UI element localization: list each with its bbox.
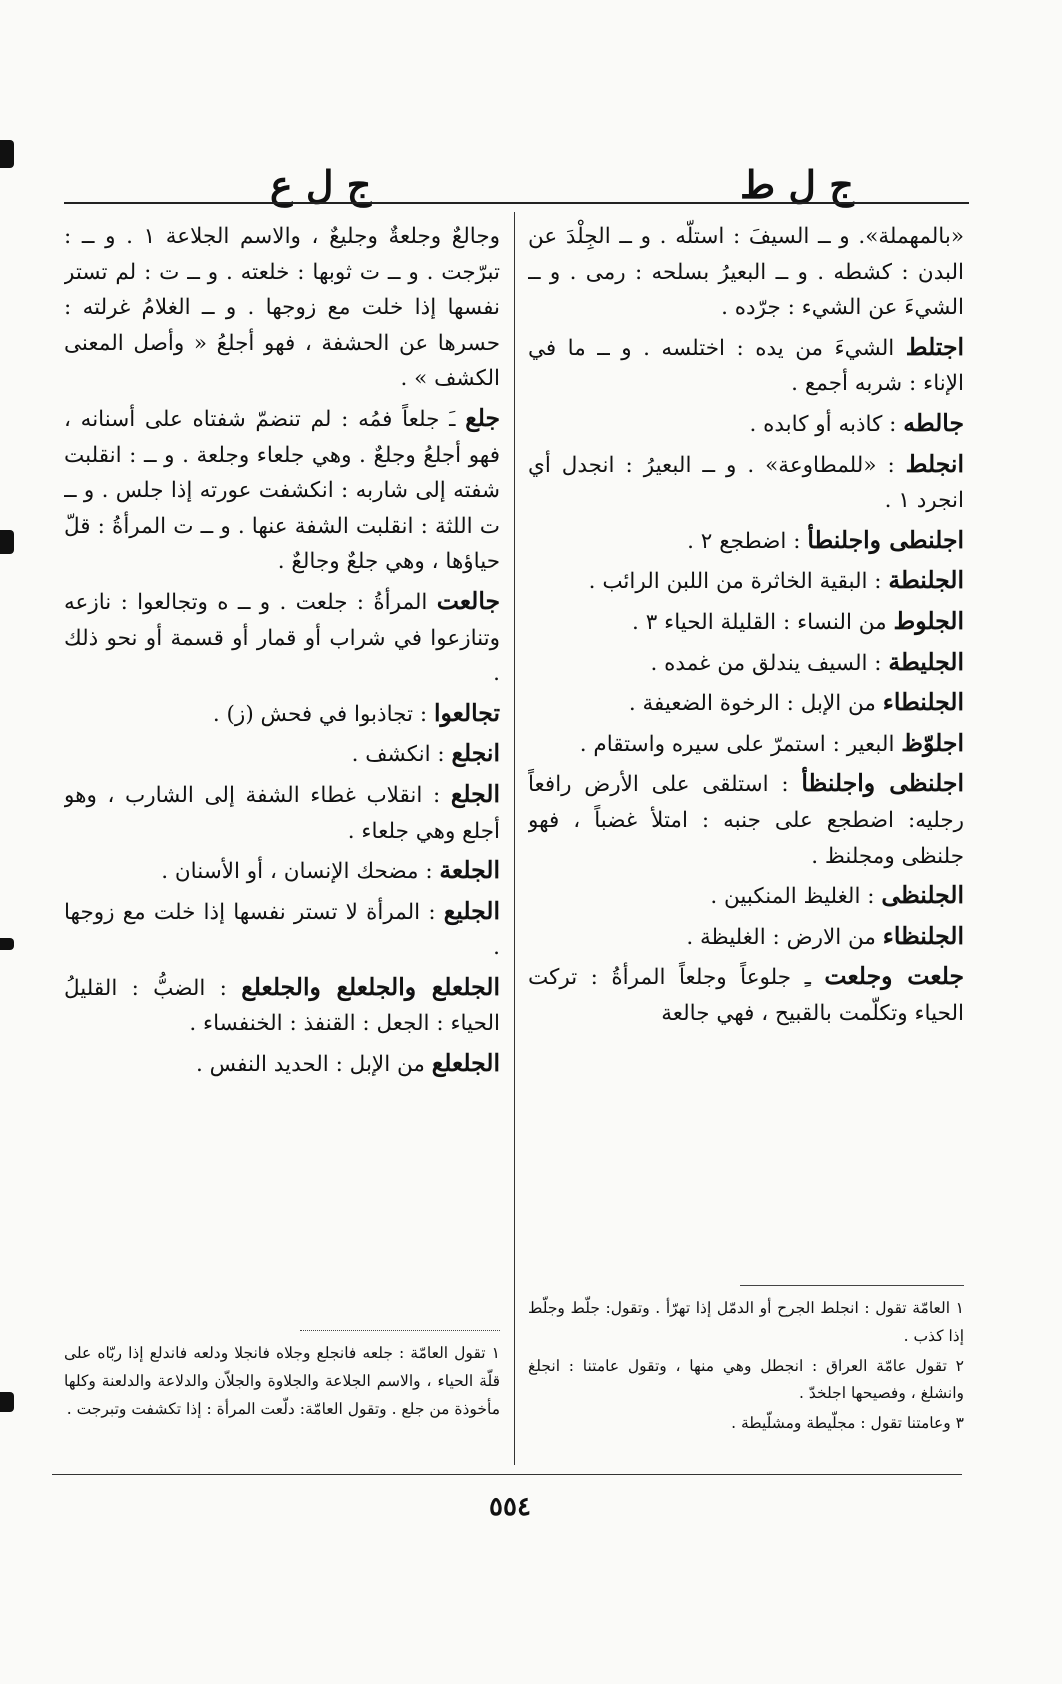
- entry: [528, 563, 964, 600]
- entry-headword: الجلعة: [439, 856, 500, 885]
- entry-headword: الجليطة: [888, 647, 964, 676]
- entry-text: : اضطجع ٢ .: [687, 528, 801, 554]
- footnotes-left: [64, 1340, 500, 1464]
- entry-headword: الجلنطاء: [882, 688, 964, 717]
- entry-text: : تجاذبوا في فحش (ز) .: [212, 701, 428, 727]
- entry: [64, 853, 500, 890]
- entry-headword: جلعت وجلعت: [824, 962, 964, 991]
- entry: [528, 218, 964, 326]
- entry-headword: الجلعلع: [431, 1049, 500, 1078]
- entry-text: ـَ جلعاً فمُه : لم تنضمّ شفتاه على أسنانه ، فهو أجلعُ وجلعٌ . وهي جلعاء وجلعة . و ــ : انقلبت شفته إلى شاربه : انكشفت عورته إذا جلس . و ــ ت اللثة : انقلبت الشفة عنها . و ــ ت المرأةُ : قلّ حياؤها ، وهي جلعٌ وجالعٌ .: [64, 406, 500, 575]
- entry-headword: جالعت: [436, 586, 500, 615]
- scan-edge-mark: [0, 530, 14, 554]
- entry-headword: اجلنظى واجلنظأ: [801, 769, 964, 798]
- entry-headword: تجالعوا: [433, 698, 500, 727]
- scan-edge-mark: [0, 140, 14, 168]
- entry-text: البعير : استمرّ على سيره واستقام .: [579, 731, 895, 757]
- footnotes-right: [528, 1295, 964, 1455]
- entry-text: : الغليظ المنكبين .: [710, 884, 875, 910]
- entry-headword: اجلنطى واجلنطأ: [807, 525, 964, 554]
- entry: [64, 970, 500, 1042]
- bottom-rule: [52, 1474, 962, 1475]
- footnote-rule: [740, 1285, 964, 1286]
- entry-headword: الجلع: [450, 779, 500, 808]
- entry: [528, 523, 964, 560]
- entry-headword: اجلوّظ: [901, 728, 964, 757]
- entry-headword: جلع: [465, 403, 500, 432]
- entry: [64, 218, 500, 397]
- entry-headword: الجليع: [443, 896, 500, 925]
- footnote: ١ العامّة تقول : انجلط الجرح أو الدمّل إذا تهرّأ . وتقول: جلّط وجلّط إذا كذب .: [528, 1299, 964, 1345]
- entry-text: من النساء : القليلة الحياء ٣ .: [632, 609, 887, 635]
- entry-text: من الإبل : الحديد النفس .: [196, 1052, 425, 1078]
- left-column: [64, 218, 500, 1288]
- entry-text: ـِ جلوعاً وجلعاً المرأةُ : تركت الحياء وتكلّمت بالقبيح ، فهي جالعة: [528, 965, 964, 1026]
- entry-text: : الضبُّ : القليلُ الحياء : الجعل : القنفذ : الخنفساء .: [64, 975, 500, 1037]
- entry-headword: الجلوط: [893, 606, 964, 635]
- entry: [528, 330, 964, 402]
- entry-text: : المرأة لا تستر نفسها إذا خلت مع زوجها .: [64, 899, 500, 961]
- entry-text: الشيءَ من يده : اختلسه . و ــ ما في الإناء : شربه أجمع .: [528, 335, 964, 397]
- entry: [528, 447, 964, 519]
- entry: [64, 401, 500, 580]
- scan-edge-mark: [0, 1392, 14, 1412]
- entry-text: من الإبل : الرخوة الضعيفة .: [628, 691, 876, 717]
- footnote-rule: [300, 1330, 500, 1331]
- entry: [528, 685, 964, 722]
- entry-headword: الجلنظاء: [882, 921, 964, 950]
- entry: [528, 878, 964, 915]
- entry: [528, 919, 964, 956]
- entry: [64, 696, 500, 733]
- entry-headword: الجلعلع والجلعلع والجلعلع: [241, 972, 500, 1001]
- header-left-root: ج ل ع: [270, 162, 372, 207]
- entry-headword: الجلنطة: [888, 566, 964, 595]
- entry-text: من الارض : الغليظة .: [686, 924, 876, 950]
- entry: [64, 894, 500, 966]
- entry-text: المرأةُ : جلعت . و ــ ه وتجالعوا : نازعه وتنازعوا في شراب أو قمار أو قسمة أو نحو ذلك .: [64, 589, 500, 687]
- column-divider: [514, 212, 515, 1465]
- footnote: ١ تقول العامّة : جلعه فانجلع وجلاه فانجلا ودلعه فاندلع إذا ربّاه على قلّة الحياء ، والاسم الجلاعة والجلاوة والجلاّن والدلاعة والدلعنة وكلها مأخوذة من جلع . وتقول العامّة: دلّعت المرأة : إذا تكشفت وتبرجت .: [64, 1344, 500, 1418]
- entry: [528, 645, 964, 682]
- entry-text: : انقلاب غطاء الشفة إلى الشارب ، وهو أجلع وهي جلعاء .: [64, 782, 500, 844]
- footnote: ٢ تقول عامّة العراق : انجطل وهي منها ، وتقول عامتنا : انجلغ وانشلغ ، وفصيحها اجلخدّ .: [528, 1356, 964, 1403]
- entry: [528, 604, 964, 641]
- entry-text: : مضحك الإنسان ، أو الأسنان .: [161, 859, 433, 885]
- entry-headword: انجلط: [905, 449, 964, 478]
- top-rule: [64, 202, 969, 204]
- entry-text: : «للمطاوعة» . و ــ البعيرُ : انجدل أي انجرد ١ .: [528, 452, 964, 514]
- entry-headword: انجلع: [451, 739, 500, 768]
- entry-text: : استلقى على الأرض رافعاً رجليه: اضطجع على جنبه : امتلأ غضباً ، فهو جلنظى ومجلنظ .: [528, 772, 964, 869]
- entry: [528, 726, 964, 763]
- entry-text: «بالمهملة». و ــ السيفَ : استلّه . و ــ الجِلْدَ عن البدن : كشطه . و ــ البعيرُ بسلحه : رمى . و ــ الشيءَ عن الشيء : جرّده .: [528, 224, 964, 321]
- entry-headword: جالطه: [903, 408, 964, 437]
- header-right-root: ج ل ط: [740, 162, 854, 207]
- entry-text: : كاذبه أو كابده .: [749, 411, 897, 437]
- entry: [528, 959, 964, 1031]
- entry-text: وجالعٌ وجلعةٌ وجليعٌ ، والاسم الجلاعة ١ . و ــ : تبرّجت . و ــ ت ثوبها : خلعته . و ــ ت : لم تستر نفسها إذا خلت مع زوجها . و ــ الغلامُ غرلته : حسرها عن الحشفة ، فهو أجلعُ « وأصل المعنى الكشف » .: [64, 224, 500, 392]
- scan-edge-mark: [0, 938, 14, 950]
- entry-text: : السيف يندلق من غمده .: [650, 650, 882, 676]
- entry-headword: الجلنظى: [881, 881, 964, 910]
- right-column: [528, 218, 964, 1268]
- page-number: ٥٥٤: [489, 1492, 531, 1522]
- entry: [64, 584, 500, 692]
- entry: [64, 736, 500, 773]
- entry: [528, 766, 964, 874]
- entry-text: : البقية الخاثرة من اللبن الرائب .: [588, 569, 882, 595]
- entry-headword: اجتلط: [905, 332, 964, 361]
- entry: [64, 777, 500, 849]
- entry: [64, 1046, 500, 1083]
- entry: [528, 406, 964, 443]
- footnote: ٣ وعامتنا تقول : مجلّيطة ومشلّيطة .: [731, 1414, 964, 1433]
- entry-text: : انكشف .: [351, 742, 445, 768]
